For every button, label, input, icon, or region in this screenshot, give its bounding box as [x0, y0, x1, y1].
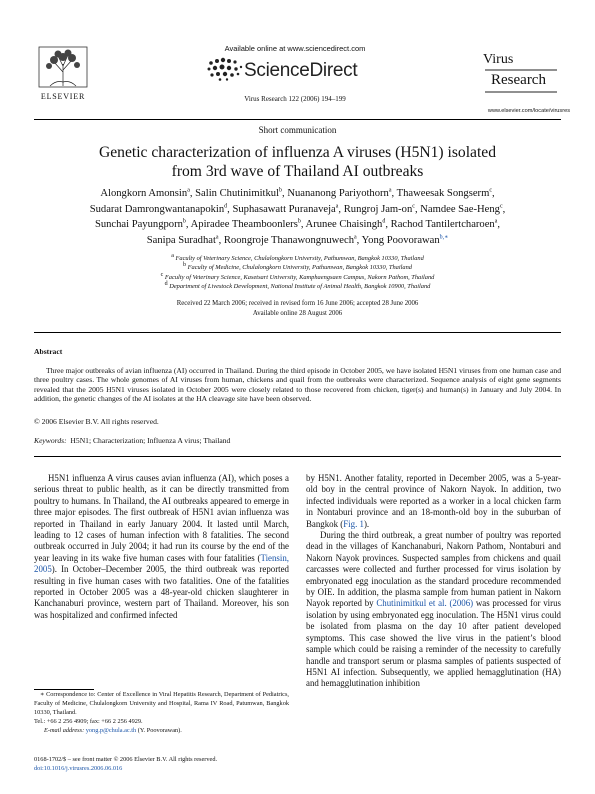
article-title [34, 143, 561, 181]
author: Namdee Sae-Heng [420, 203, 500, 215]
author-aff: d [224, 203, 228, 210]
abstract-copyright: © 2006 Elsevier B.V. All rights reserved. [34, 417, 159, 426]
author: Sudarat Damrongwantanapokin [89, 203, 225, 215]
author: Thaweesak Songserm [396, 188, 490, 199]
page-footer [34, 756, 434, 773]
elsevier-wordmark: ELSEVIER [40, 92, 86, 101]
sciencedirect-dots-icon [205, 56, 245, 82]
author-aff: c [499, 203, 503, 210]
email-link[interactable]: yong.p@chula.ac.th [85, 726, 137, 734]
body-paragraph: H5N1 influenza A virus causes avian influenza (AI), which poses a serious threat to public health, as it can be directly transmitted from poultry to humans. In Thailand, the AI outbreaks appeared to emerge in three major episodes. The first outbreak of H5N1 avian influenza was reported in Thailand in early January 2004. It lasted until March, leading to 12 cases of human infection with 8 fatalities. The second outbreak occurred in July 2004; it had run its course by the end of the year leaving in its wake five human cases with four fatalities (Tiensin, 2005). In October–December 2005, the third outbreak was reported resulting in five human cases with two fatalities. One of the fatalities reported in October 2005 was a 48-year-old chicken slaughterer in Kanchanaburi province, western part of Thailand. Moreover, his son was hospitalized and confirmed infected [34, 473, 289, 620]
author-aff: b [279, 187, 283, 194]
author: Rungroj Jam-on [343, 203, 413, 215]
correspondence-footnote [34, 691, 289, 736]
author: Apiradee Theamboonlers [190, 219, 298, 231]
author: Yong Poovorawan [361, 234, 440, 246]
keywords-list: H5N1; Characterization; Influenza A virus; Thailand [70, 436, 231, 445]
author-aff: b [182, 218, 186, 225]
correspondence-address: ∗ Correspondence to: Center of Excellence in Viral Hepatitis Research, Department of Pediatrics, Faculty of Medicine, Chulalongkorn University and Hospital, Rama IV Road, Patumwan, Bangkok 10330, Thailand. [34, 691, 289, 716]
email-line: E-mail address: yong.p@chula.ac.th (Y. Poovorawan). [44, 726, 182, 734]
author: Sunchai Payungporn [94, 219, 183, 231]
author-aff: a [335, 203, 339, 210]
journal-logo-virus: Virus [483, 52, 514, 67]
body-left-column [34, 473, 289, 621]
author: Suphasawatt Puranaveja [232, 203, 336, 215]
elsevier-tree-logo [38, 46, 88, 92]
abstract-text: Three major outbreaks of avian influenza (AI) occurred in Thailand. During the third episode in October 2005, we have isolated H5N1 viruses from one human case and three poultry cases. The whole genomes of AI viruses from human, chickens and quail from the outbreaks were characterized. Sequence analysis of eight gene segments revealed that the 2005 H5N1 viruses isolated in October 2005 were closely related to those recovered from chicken, tiger(s) and human(s) in January and July 2004. In addition, the genetic changes of the AI isolates at the HA cleavage site have been observed. [34, 366, 561, 403]
author: Roongroje Thanawongnuwech [223, 234, 354, 246]
author-aff: a [215, 234, 219, 241]
author-aff: a [187, 187, 190, 194]
author-aff: a [494, 218, 498, 225]
author-line: Alongkorn Amonsin$^a$, Salin Chutinimitkul$^b$, Nuananong Pariyothorn$^a$, Thaweesak Songserm$^c$, [100, 187, 495, 199]
article-type: Short communication [258, 125, 337, 135]
available-online-date: Available online 28 August 2006 [252, 310, 343, 317]
ref-fig-1[interactable]: Fig. 1 [343, 518, 364, 529]
journal-reference: Virus Research 122 (2006) 194–199 [244, 95, 346, 103]
affiliation: a Faculty of Veterinary Science, Chulalongkorn University, Pathumwan, Bangkok 10330, Thailand [171, 252, 424, 262]
article-title-line-2: from 3rd wave of Thailand AI outbreaks [171, 163, 424, 180]
body-right-column [306, 473, 561, 690]
author-aff: b [297, 218, 301, 225]
author: Alongkorn Amonsin [100, 188, 188, 199]
author-aff: c [412, 203, 415, 210]
journal-url: www.elsevier.com/locate/virusres [487, 108, 570, 114]
author-line: Sunchai Payungporn$^b$, Apiradee Theamboonlers$^b$, Arunee Chaisingh$^d$, Rachod Tantilertcharoen$^a$, [94, 218, 501, 231]
sciencedirect-wordmark: ScienceDirect [244, 60, 358, 81]
abstract-top-rule [34, 332, 561, 333]
author-aff-corresponding[interactable]: b,∗ [439, 234, 449, 241]
history [34, 299, 561, 319]
author-list [34, 186, 561, 248]
author-line: Sudarat Damrongwantanapokin$^d$, Suphasawatt Puranaveja$^a$, Rungroj Jam-$on^c$, Namdee Sae-Heng$^c$, [89, 203, 506, 215]
author: Sanipa Suradhat [146, 234, 216, 246]
author: Nuananong Pariyothorn [287, 188, 389, 199]
doi-link[interactable]: doi:10.1016/j.virusres.2006.06.016 [34, 764, 123, 772]
author: Salin Chutinimitkul [195, 188, 280, 199]
affiliation: c Faculty of Veterinary Science, Kasetsart University, Kamphaengsaen Campus, Nakorn Pathom, Thailand [160, 271, 435, 281]
affiliations [34, 254, 561, 291]
author-aff: c [489, 187, 492, 194]
abstract-bottom-rule [34, 456, 561, 457]
ref-tiensin-2005[interactable]: Tiensin, 2005 [34, 552, 289, 575]
affiliation: d Department of Livestock Development, National Institute of Animal Health, Bangkok 10900, Thailand [164, 280, 431, 290]
available-online-line: Available online at www.sciencedirect.com [224, 44, 366, 53]
author-aff: d [382, 218, 386, 225]
author-line: Sanipa Suradhat$^a$, Roongroje Thanawongnuwech$^a$, Yong Poovorawan$^{b,∗}$ [146, 234, 449, 246]
journal-cover-logo [483, 48, 559, 104]
article-title-line-1: Genetic characterization of influenza A viruses (H5N1) isolated [98, 144, 497, 161]
author: Rachod Tantilertcharoen [390, 219, 495, 231]
header-rule [34, 119, 561, 120]
phone-fax: Tel.: +66 2 256 4909; fax: +66 2 256 4929. [34, 717, 143, 725]
received-dates: Received 22 March 2006; received in revised form 16 June 2006; accepted 28 June 2006 [176, 300, 419, 307]
author: Arunee Chaisingh [305, 219, 383, 231]
body-paragraph: by H5N1. Another fatality, reported in December 2005, was a 5-year-old boy in the central province of Nakorn Nayok. In addition, two infected individuals were reported as a worker in a local chicken farm in Nontaburi province and an 18-month-old boy in the suburban of Bangkok (Fig. 1). [306, 473, 561, 529]
author-aff: a [388, 187, 392, 194]
affiliation: b Faculty of Medicine, Chulalongkorn University, Pathumwan, Bangkok 10330, Thailand [183, 262, 412, 272]
author-aff: a [354, 234, 357, 241]
keywords-label: Keywords: [34, 436, 67, 445]
keywords [34, 436, 561, 445]
footnote-rule [34, 689, 94, 690]
journal-logo-research: Research [491, 72, 546, 88]
ref-chutinimitkul-2006[interactable]: Chutinimitkul et al. (2006) [376, 598, 474, 609]
body-paragraph: During the third outbreak, a great number of poultry was reported dead in the villages of Kanchanaburi, Nakorn Pathom, Nontaburi and Nakorn Nayok provinces. Suspected samples from chickens and quail carcasses were collected and further processed for virus isolation by embryonated egg inoculation as the standard procedure recommended by OIE. In addition, the plasma sample from human patient in Nakorn Nayok reported by Chutinimitkul et al. (2006) was processed for virus isolation by using embryonated egg inoculation. The H5N1 virus could be isolated from plasma on the day 10 after patient developed symptoms. This case showed the live virus in the patient’s blood sample which could be raising a reminder of the necessity to carefully handle and transport serum or plasma samples of patients suspected of H5N1 AI infection. Subsequently, we applied hemagglutination (HA) and hemagglutination inhibition [306, 530, 561, 689]
issn-line: 0168-1702/$ – see front matter © 2006 Elsevier B.V. All rights reserved. [34, 756, 218, 763]
abstract-heading: Abstract [34, 347, 63, 356]
